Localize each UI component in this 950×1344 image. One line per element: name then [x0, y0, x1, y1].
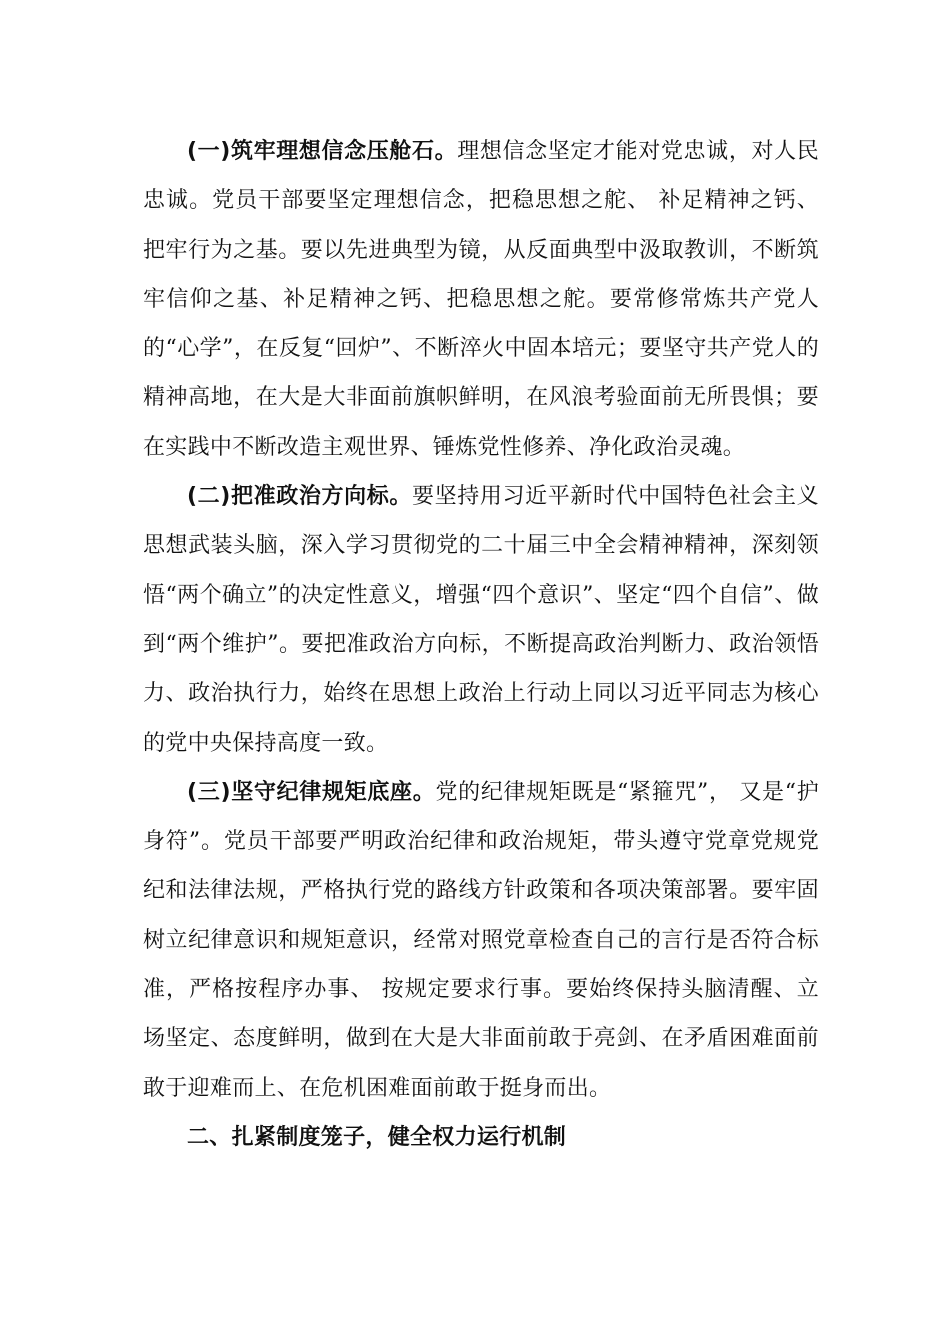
paragraph-3-lead: (三)坚守纪律规矩底座。 [187, 779, 436, 805]
paragraph-3-text: 党的纪律规矩既是“紧箍咒”， 又是“护身符”。党员干部要严明政治纪律和政治规矩，带头遵守党章党规党纪和法律法规，严格执行党的路线方针政策和各项决策部署。要牢固树立纪律意识和规矩意识，经常对照党章检查自己的言行是否符合标准，严格按程序办事、 按规定要求行事。要始终保持头脑清醒、立场坚定、态度鲜明，做到在大是大非面前敢于亮剑、在矛盾困难面前敢于迎难而上、在危机困难面前敢于挺身而出。 [143, 779, 819, 1101]
paragraph-1 [143, 127, 819, 472]
paragraph-1-lead: (一)筑牢理想信念压舱石。 [187, 139, 458, 164]
paragraph-1-text: 理想信念坚定才能对党忠诚，对人民忠诚。党员干部要坚定理想信念，把稳思想之舵、 补足精神之钙、把牢行为之基。要以先进典型为镜，从反面典型中汲取教训，不断筑牢信仰之基、补足精神之钙、把稳思想之舵。要常修常炼共产党人的“心学”，在反复“回炉”、不断淬火中固本培元；要坚守共产党人的精神高地，在大是大非面前旗帜鲜明，在风浪考验面前无所畏惧；要在实践中不断改造主观世界、锤炼党性修养、净化政治灵魂。 [143, 139, 819, 460]
paragraph-3 [143, 768, 819, 1113]
paragraph-2-lead: (二)把准政治方向标。 [187, 484, 413, 510]
section-heading: 二、扎紧制度笼子，健全权力运行机制 [187, 1124, 567, 1150]
paragraph-2 [143, 472, 819, 768]
document-body [143, 127, 819, 1162]
paragraph-2-text: 要坚持用习近平新时代中国特色社会主义思想武装头脑，深入学习贯彻党的二十届三中全会精神精神，深刻领悟“两个确立”的决定性意义，增强“四个意识”、坚定“四个自信”、做到“两个维护”。要把准政治方向标，不断提高政治判断力、政治领悟力、政治执行力，始终在思想上政治上行动上同以习近平同志为核心的党中央保持高度一致。 [143, 484, 819, 756]
